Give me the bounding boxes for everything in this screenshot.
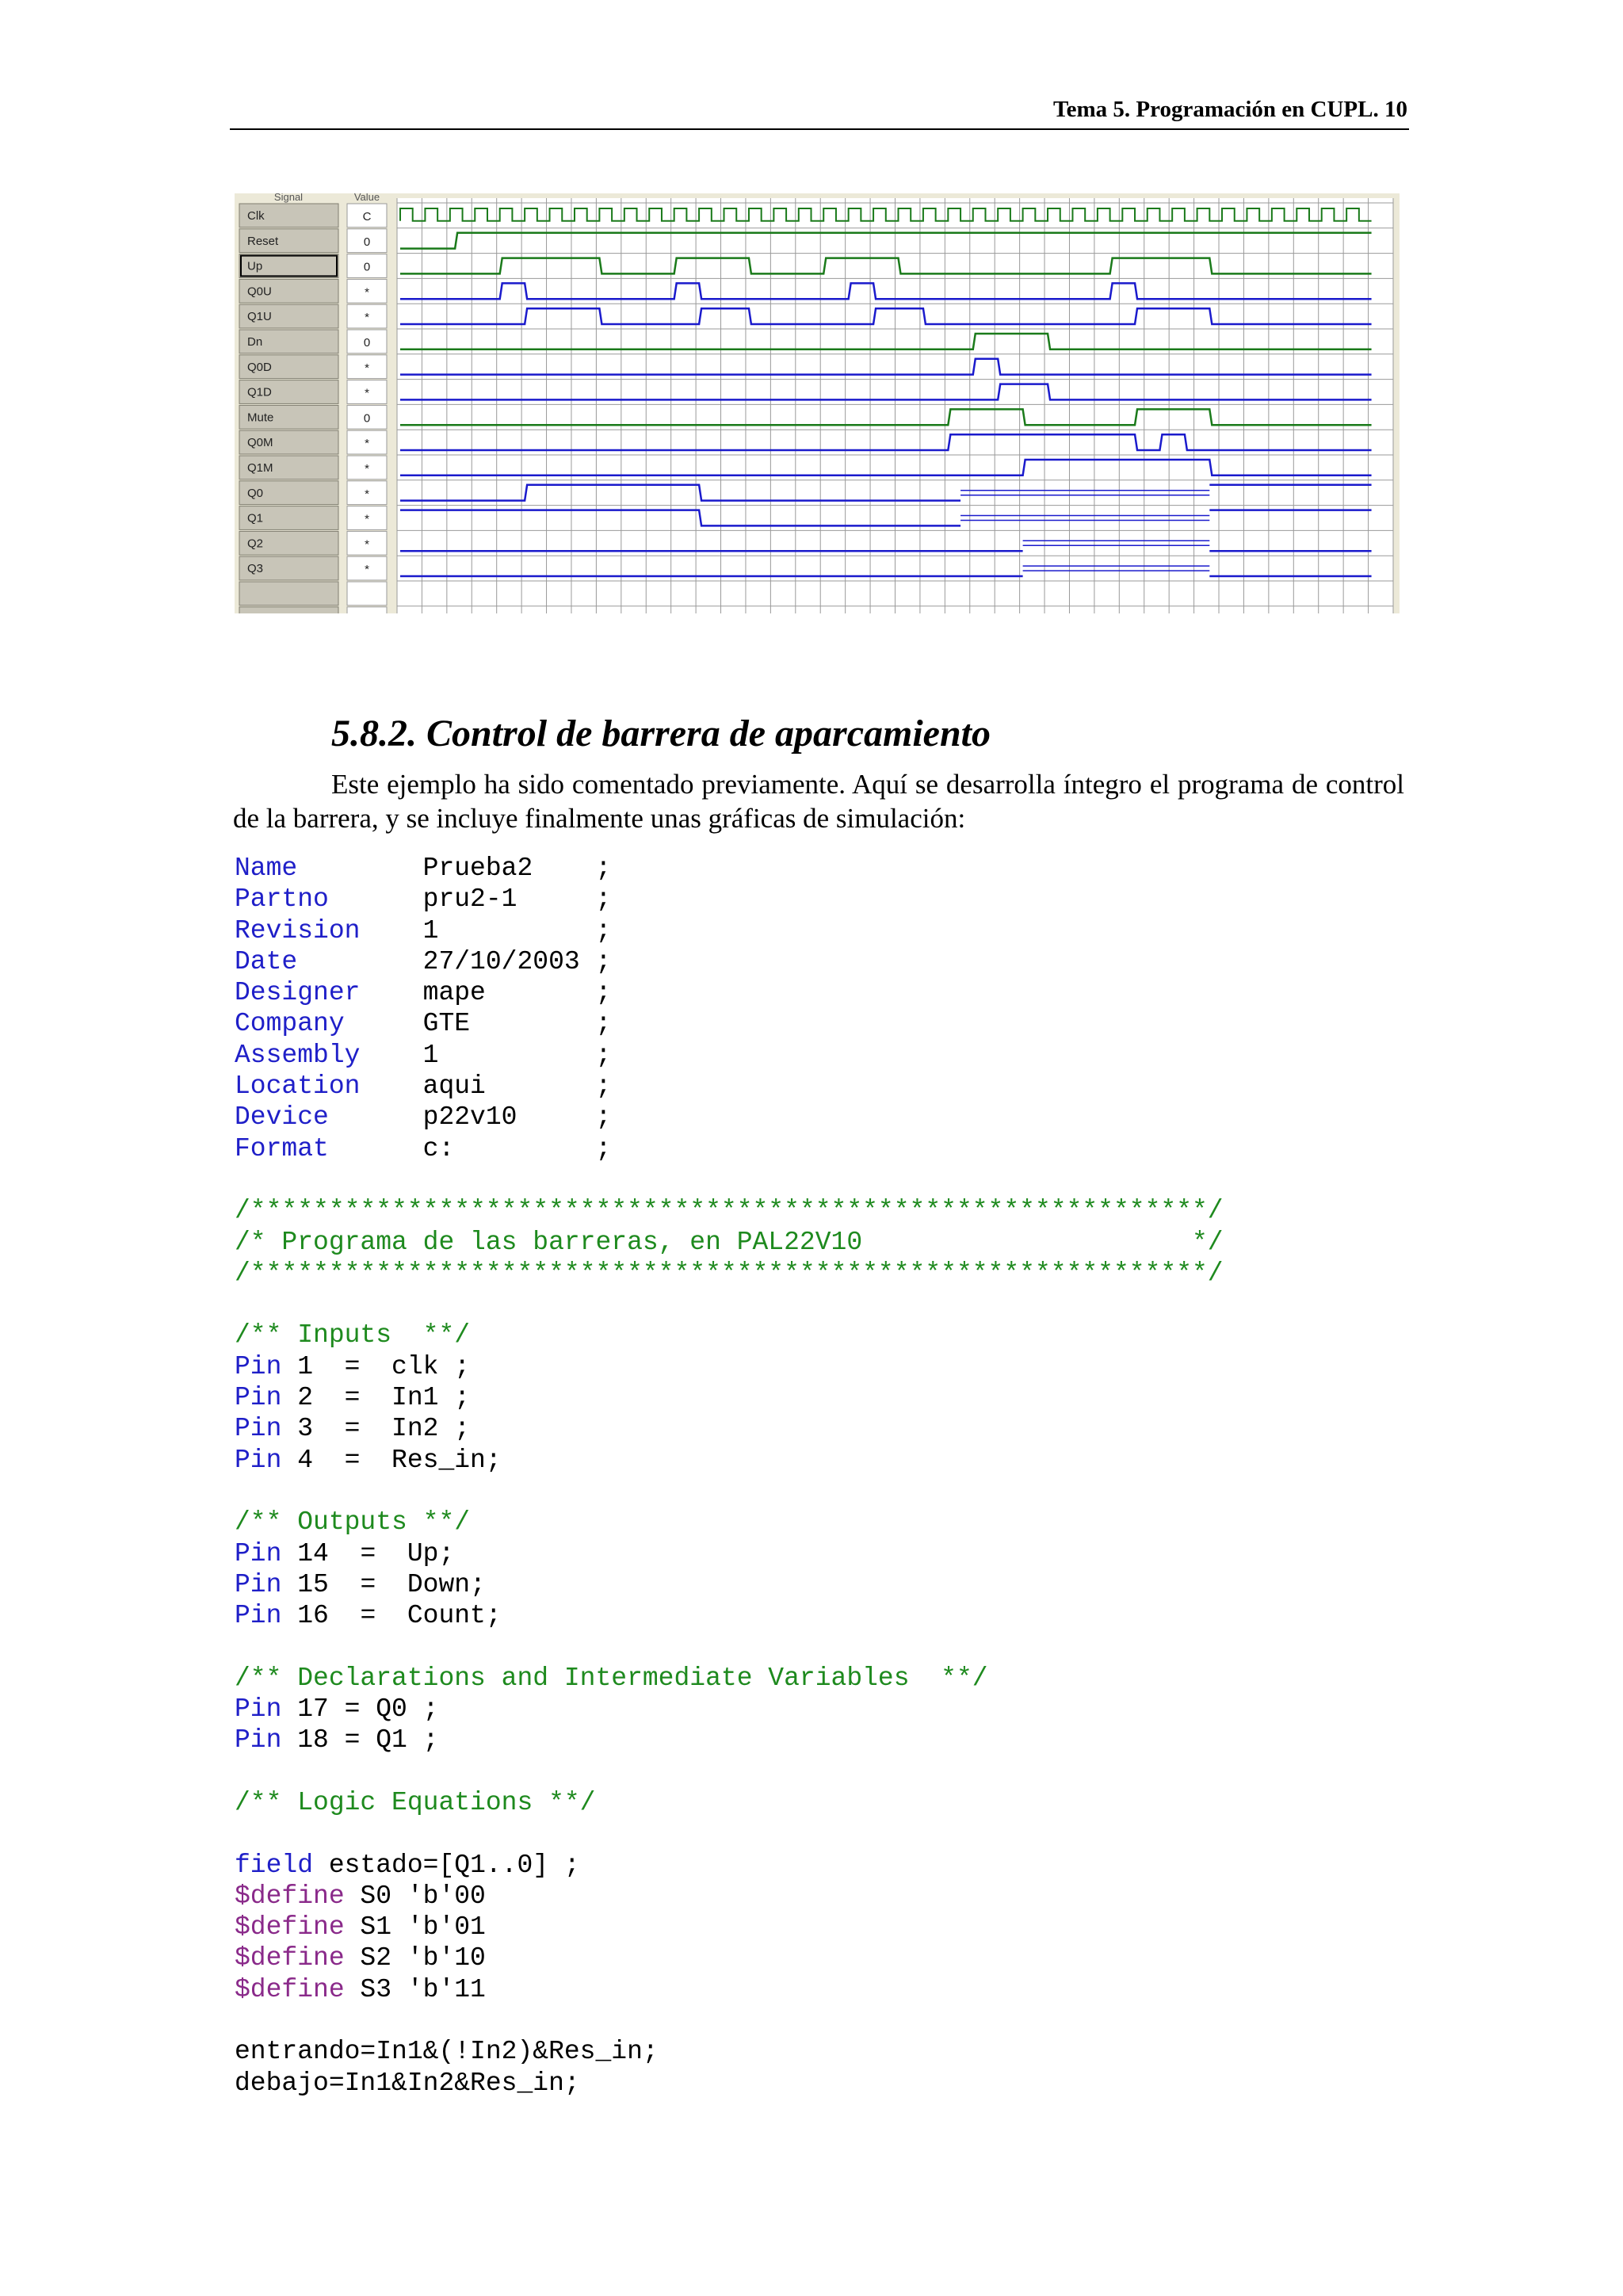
pin-keyword: Pin xyxy=(235,1351,282,1381)
inputs-comment: /** Inputs **/ xyxy=(235,1320,471,1350)
input-pins xyxy=(235,1352,502,1475)
signal-value: * xyxy=(365,361,369,375)
pin-assignment: 2 = In1 ; xyxy=(281,1383,471,1413)
pin-keyword: Pin xyxy=(235,1538,282,1568)
equation-debajo: debajo=In1&In2&Res_in; xyxy=(235,2068,580,2098)
header-field-value: pru2-1 ; xyxy=(422,884,612,915)
pin-keyword: Pin xyxy=(235,1414,282,1444)
outputs-comment: /** Outputs **/ xyxy=(235,1507,471,1538)
signal-value-cell xyxy=(347,607,387,613)
header-field-key: Device xyxy=(235,1102,423,1133)
signal-name: Q3 xyxy=(247,562,264,576)
header-fields xyxy=(235,854,611,1163)
defines xyxy=(235,1881,486,2004)
signal-value: * xyxy=(365,462,369,476)
field-decl: estado=[Q1..0] ; xyxy=(313,1850,580,1880)
signal-value-cell xyxy=(347,582,387,606)
header-field-value: c: ; xyxy=(422,1133,612,1163)
header-field-key: Name xyxy=(235,854,423,883)
define-keyword: $define xyxy=(235,1974,345,2004)
waveform-svg xyxy=(235,193,1400,613)
pin-assignment: 3 = In2 ; xyxy=(281,1414,471,1444)
signal-name: Up xyxy=(247,259,263,273)
header-field-key: Assembly xyxy=(235,1040,423,1070)
pin-keyword: Pin xyxy=(235,1383,282,1413)
header-field-key: Partno xyxy=(235,884,423,915)
signal-value: 0 xyxy=(363,235,371,249)
header-title: Tema 5. Programación en CUPL. 10 xyxy=(1052,97,1407,122)
field-keyword: field xyxy=(235,1850,314,1880)
header-field-key: Designer xyxy=(235,978,423,1008)
header-field-key: Format xyxy=(235,1133,423,1163)
equation-entrando: entrando=In1&(!In2)&Res_in; xyxy=(235,2037,659,2067)
define-keyword: $define xyxy=(235,1943,345,1973)
header-field-value: 27/10/2003 ; xyxy=(422,946,612,976)
signal-name: Q1M xyxy=(247,461,273,475)
header-field-value: 1 ; xyxy=(422,1040,612,1070)
value-column-label: Value xyxy=(353,193,380,203)
section-heading: 5.8.2. Control de barrera de aparcamiento xyxy=(331,712,991,755)
pin-assignment: 4 = Res_in; xyxy=(281,1445,502,1475)
pin-assignment: 16 = Count; xyxy=(281,1601,502,1631)
decl-pins xyxy=(235,1694,438,1755)
pin-keyword: Pin xyxy=(235,1445,282,1475)
signal-value: * xyxy=(365,537,369,552)
pin-assignment: 1 = clk ; xyxy=(281,1351,471,1381)
pin-keyword: Pin xyxy=(235,1725,282,1755)
signal-name: Q0U xyxy=(247,285,272,299)
banner-top: /*************************************************************/ xyxy=(235,1196,1224,1226)
define-value: S0 'b'00 xyxy=(344,1881,486,1911)
header-field-key: Revision xyxy=(235,915,423,946)
define-value: S1 'b'01 xyxy=(344,1912,486,1943)
signal-name: Q0M xyxy=(247,436,273,450)
signal-name: Q1U xyxy=(247,310,272,324)
define-value: S2 'b'10 xyxy=(344,1943,486,1973)
signal-name: Q1D xyxy=(247,385,272,399)
pin-assignment: 18 = Q1 ; xyxy=(281,1725,439,1755)
banner-bottom: /*************************************************************/ xyxy=(235,1258,1224,1288)
header-field-value: p22v10 ; xyxy=(422,1102,612,1133)
banner-text: /* Programa de las barreras, en PAL22V10 */ xyxy=(235,1227,1224,1257)
signal-name: Clk xyxy=(247,209,265,223)
signal-value: * xyxy=(365,563,369,577)
signal-value: * xyxy=(365,512,369,526)
signal-value: * xyxy=(365,285,369,300)
pin-assignment: 14 = Up; xyxy=(281,1538,455,1568)
pin-keyword: Pin xyxy=(235,1694,282,1725)
simulation-waveform xyxy=(235,193,1400,613)
define-value: S3 'b'11 xyxy=(344,1974,486,2004)
signal-name: Reset xyxy=(247,234,279,248)
header-rule xyxy=(230,128,1409,130)
signal-value: * xyxy=(365,386,369,400)
signal-name: Q0 xyxy=(247,486,264,500)
header-field-key: Location xyxy=(235,1072,423,1102)
signal-name: Dn xyxy=(247,335,263,349)
signal-label-cell xyxy=(239,607,338,613)
decl-comment: /** Declarations and Intermediate Variables **/ xyxy=(235,1663,988,1693)
signal-name: Q2 xyxy=(247,537,264,551)
signal-value: C xyxy=(362,210,372,223)
signal-label-cell xyxy=(239,582,338,606)
cupl-code-listing xyxy=(235,853,1224,2099)
define-keyword: $define xyxy=(235,1881,345,1911)
intro-paragraph: Este ejemplo ha sido comentado previamente. Aquí se desarrolla íntegro el programa de control de la barrera, y se incluye finalmente unas gráficas de simulación: xyxy=(233,769,1404,834)
header-field-key: Date xyxy=(235,946,423,976)
signal-column-label: Signal xyxy=(273,193,304,203)
header-field-value: Prueba2 ; xyxy=(422,854,612,883)
pin-keyword: Pin xyxy=(235,1569,282,1599)
header-field-value: aqui ; xyxy=(422,1072,612,1102)
pin-keyword: Pin xyxy=(235,1601,282,1631)
signal-value: * xyxy=(365,437,369,451)
logic-comment: /** Logic Equations **/ xyxy=(235,1787,596,1817)
signal-value: * xyxy=(365,311,369,325)
header-field-value: 1 ; xyxy=(422,915,612,946)
signal-value: 0 xyxy=(363,336,371,350)
signal-name: Q1 xyxy=(247,511,264,525)
pin-assignment: 17 = Q0 ; xyxy=(281,1694,439,1725)
output-pins xyxy=(235,1539,502,1631)
header-field-key: Company xyxy=(235,1009,423,1039)
pin-assignment: 15 = Down; xyxy=(281,1569,486,1599)
signal-value: 0 xyxy=(363,260,371,274)
define-keyword: $define xyxy=(235,1912,345,1943)
header-field-value: GTE ; xyxy=(422,1009,612,1039)
signal-value: * xyxy=(365,487,369,501)
signal-name: Mute xyxy=(247,411,274,425)
signal-value: 0 xyxy=(363,411,371,426)
signal-name: Q0D xyxy=(247,360,272,374)
header-field-value: mape ; xyxy=(422,978,612,1008)
